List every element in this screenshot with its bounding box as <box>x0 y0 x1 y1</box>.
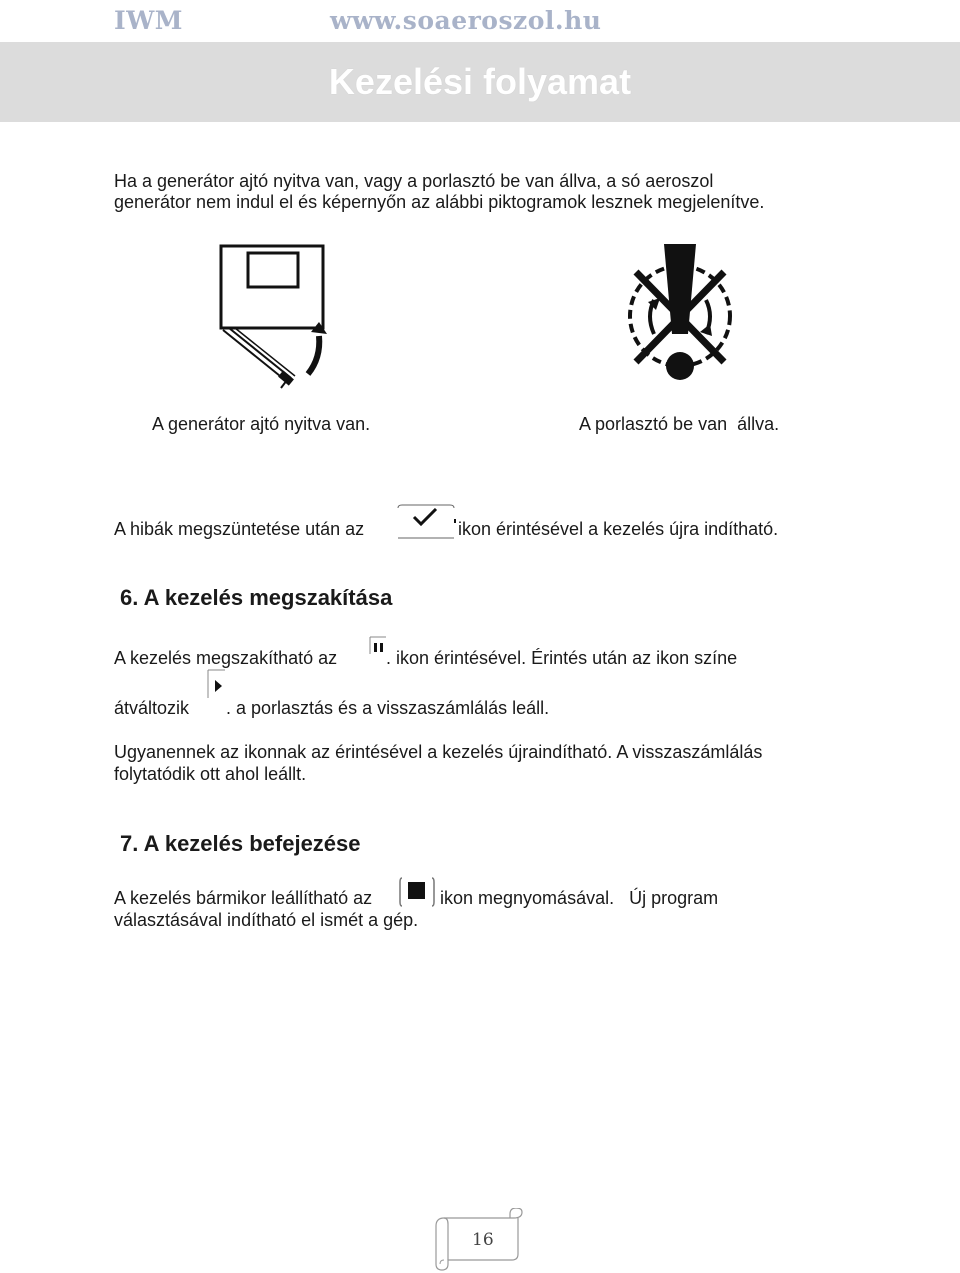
section-7-line-1-before: A kezelés bármikor leállítható az <box>114 888 373 908</box>
section-6-heading: 6. A kezelés megszakítása <box>120 585 393 610</box>
page-number: 16 <box>472 1230 494 1250</box>
door-open-caption: A generátor ajtó nyitva van. <box>152 414 371 434</box>
section-6-para-2-line-1: Ugyanennek az ikonnak az érintésével a kezelés újraindítható. A visszaszámlálás <box>114 742 763 762</box>
page-title: Kezelési folyamat <box>328 61 632 102</box>
checkmark-confirm-icon[interactable] <box>396 503 458 543</box>
brand-website-url: www.soaeroszol.hu <box>330 6 602 35</box>
section-6-para-2-line-2: folytatódik ott ahol leállt. <box>114 764 307 784</box>
door-open-pictogram-icon <box>215 240 330 392</box>
title-banner <box>0 42 960 122</box>
intro-line-1: Ha a generátor ajtó nyitva van, vagy a porlasztó be van állva, a só aeroszol <box>114 171 714 191</box>
section-6-line-1-before: A kezelés megszakítható az <box>114 648 338 668</box>
restart-text-after: ikon érintésével a kezelés újra indítható. <box>458 519 779 539</box>
restart-text-before: A hibák megszüntetése után az <box>114 519 365 539</box>
section-7-line-1-after: ikon megnyomásával. Új program <box>440 888 719 908</box>
atomizer-caption: A porlasztó be van állva. <box>579 414 780 434</box>
intro-line-2: generátor nem indul el és képernyőn az alábbi piktogramok lesznek megjelenítve. <box>114 192 765 212</box>
section-6-line-1-after: . ikon érintésével. Érintés után az ikon színe <box>386 648 738 668</box>
section-7-heading: 7. A kezelés befejezése <box>120 831 361 856</box>
brand-logo-iwm: IWM <box>114 6 183 35</box>
section-6-line-2-after: . a porlasztás és a visszaszámlálás leáll. <box>226 698 550 718</box>
atomizer-blocked-pictogram-icon <box>620 238 740 390</box>
section-6-line-2-before: átváltozik <box>114 698 190 718</box>
stop-icon[interactable] <box>398 874 438 910</box>
section-7-line-2: választásával indítható el ismét a gép. <box>114 910 419 930</box>
